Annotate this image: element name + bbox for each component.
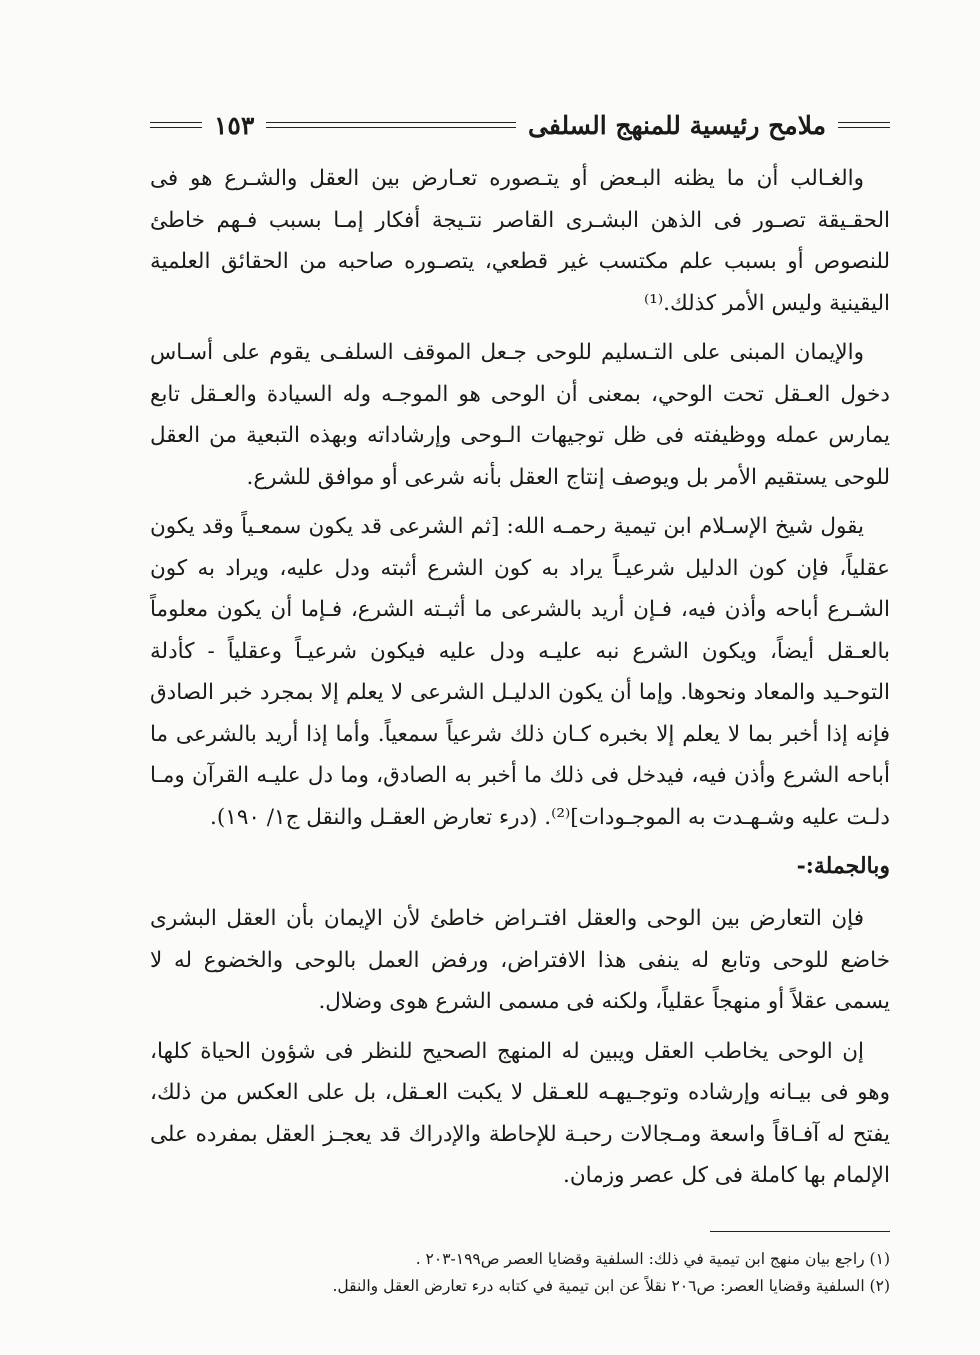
- paragraph-5: إن الوحى يخاطب العقل ويبين له المنهج الصحيح للنظر فى شؤون الحياة كلها، وهو فى بيـانه وإرشاده وتوجـيهـه للعـقل لا يكبت العـقل، بل على العكس من ذلك، يفتح له آفـاقاً واسعة ومـجالات رحبـة للإحاطة والإدراك قد يعجـز العقل بمفرده على الإلمام بها كاملة فى كل عصر وزمان.: [150, 1038, 890, 1188]
- header-rule-middle: [266, 122, 516, 128]
- header-rule-right: [838, 122, 890, 128]
- book-page: [150, 100, 890, 1300]
- page-number: ١٥٣: [214, 110, 255, 140]
- footnote-2: (٢) السلفية وقضايا العصر: ص٢٠٦ نقلاً عن ابن تيمية في كتابه درء تعارض العقل والنقل.: [332, 1276, 890, 1295]
- running-title: ملامح رئيسية للمنهج السلفى: [528, 110, 826, 140]
- page-body: [150, 158, 890, 1197]
- paragraph-2: والإيمان المبنى على التـسليم للوحى جـعل الموقف السلفـى يقوم على أسـاس دخول العـقل تحت الوحي، بمعنى أن الوحى هو الموجـه وله السيادة والعـقل تابع يمارس عمله ووظيفته فى ظل توجيهات الـوحى وإرشاداته وبهذه التبعية من العقل للوحى يستقيم الأمر بل ويوصف إنتاج العقل بأنه شرعى أو موافق للشرع.: [150, 340, 890, 490]
- paragraph-3-quote: يقول شيخ الإسـلام ابن تيمية رحمـه الله: [ثم الشرعى قد يكون سمعـياً وقد يكون عقلياً، فإن كون الدليل شرعيـاً يراد به كون الشرع أثبته ودل عليه، ويراد به كون الشـرع أباحه وأذن فيه، فـإن أريد بالشرعى ما أثبـته الشرع، فـإما أن يكون معلوماً بالعـقل أيضاً، ويكون الشرع نبه عليـه ودل عليه فيكون شرعيـاً وعقلياً - كأدلة التوحـيد والمعاد ونحوها. وإما أن يكون الدليـل الشرعى لا يعلم إلا بمجرد خبر الصادق فإنه إذا أخبر بما لا يعلم إلا بخبره كـان ذلك شرعياً سمعياً. وأما إذا أريد بالشرعى ما أباحه الشرع وأذن فيه، فيدخل فى ذلك ما أخبر به الصادق، وما دل عليـه القرآن ومـا دلـت عليه وشـهـدت به الموجـودات]⁽²⁾. (درء تعارض العقـل والنقل ج١/ ١٩٠).: [150, 514, 890, 830]
- paragraph-4: فإن التعارض بين الوحى والعقل افتـراض خاطئ لأن الإيمان بأن العقل البشرى خاضع للوحى وتابع له ينفى هذا الافتراض، ورفض العمل بالوحى والخضوع له لا يسمى عقلاً أو منهجاً عقلياً، ولكنه فى مسمى الشرع هوى وضلال.: [150, 906, 890, 1014]
- subheading: وبالجملة:-: [796, 853, 890, 879]
- paragraph-1: والغـالب أن ما يظنه البـعض أو يتـصوره تعـارض بين العقل والشـرع هو فى الحقـيقة تصـور فى الذهن البشـرى القاصر نتـيجة أفكار إمـا بسبب فـهم خاطئ للنصوص أو بسبب علم مكتسب غير قطعي، يتصـوره صاحبه من الحقائق العلمية اليقينية وليس الأمر كذلك.⁽¹⁾: [150, 166, 890, 316]
- footnote-1: (١) راجع بيان منهج ابن تيمية في ذلك: السلفية وقضايا العصر ص١٩٩-٢٠٣ .: [415, 1249, 890, 1268]
- running-header: [150, 100, 890, 150]
- header-rule-left: [150, 122, 202, 128]
- footnote-separator: [710, 1231, 890, 1232]
- footnotes: [150, 1246, 890, 1300]
